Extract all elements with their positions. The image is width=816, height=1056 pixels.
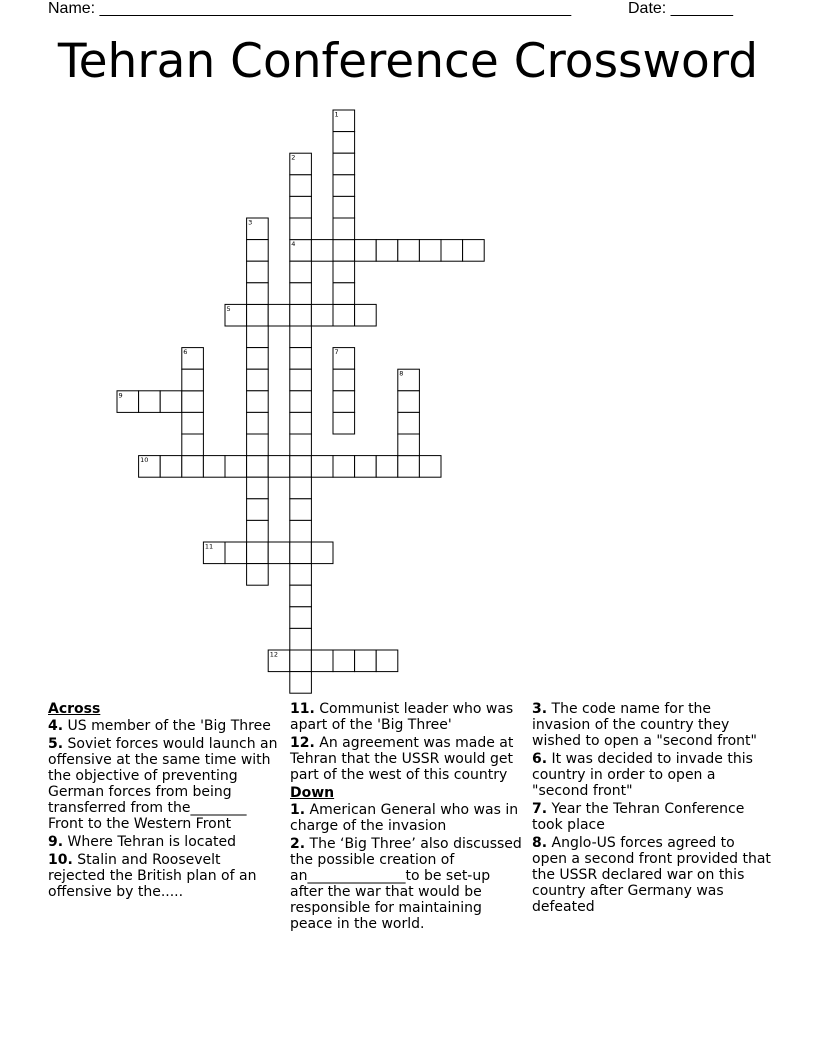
- grid-cell: [290, 499, 312, 521]
- clue-number: 12.: [290, 735, 315, 751]
- clue-down-2: [290, 836, 526, 932]
- clues-column-1: [48, 701, 280, 902]
- grid-cell: [247, 412, 269, 434]
- grid-cell: [290, 283, 312, 305]
- grid-cell: [225, 542, 247, 564]
- clue-across-5: [48, 736, 280, 832]
- clue-number: 8.: [532, 835, 548, 851]
- grid-cell: [333, 153, 355, 175]
- clue-number: 6.: [532, 751, 548, 767]
- grid-cell: [333, 261, 355, 283]
- grid-cell: [290, 434, 312, 456]
- clue-number: 2.: [290, 836, 306, 852]
- grid-number-1: 1: [334, 110, 339, 119]
- grid-cell: [290, 261, 312, 283]
- grid-cell: [376, 650, 398, 672]
- clue-text: Soviet forces would launch an offensive at the same time with the objective of preventing German forces from being transferred from the________ Front to the Western Front: [48, 736, 278, 832]
- grid-cell: [398, 240, 420, 262]
- grid-cell: [139, 391, 161, 413]
- grid-cell: [355, 240, 377, 262]
- clue-across-10: [48, 852, 280, 900]
- grid-cell: [225, 456, 247, 478]
- grid-cell: [182, 391, 204, 413]
- grid-cell: [355, 304, 377, 326]
- grid-cell: [290, 650, 312, 672]
- page-title: Tehran Conference Crossword: [57, 34, 759, 89]
- grid-cell: [376, 240, 398, 262]
- grid-cell: [182, 434, 204, 456]
- grid-cell: [247, 477, 269, 499]
- clue-number: 9.: [48, 834, 64, 850]
- grid-cell: [290, 412, 312, 434]
- grid-cell: [355, 456, 377, 478]
- grid-cell: [355, 650, 377, 672]
- clue-down-1: [290, 802, 526, 834]
- grid-cell: [290, 304, 312, 326]
- grid-cell: [247, 456, 269, 478]
- date-field-label: Date: _______: [628, 0, 733, 17]
- clue-across-11: [290, 701, 526, 733]
- grid-cell: [311, 240, 333, 262]
- grid-cell: [247, 304, 269, 326]
- grid-cell: [419, 456, 441, 478]
- grid-cell: [182, 412, 204, 434]
- grid-cell: [333, 132, 355, 154]
- grid-cell: [333, 650, 355, 672]
- clue-number: 3.: [532, 701, 548, 717]
- grid-cell: [398, 456, 420, 478]
- grid-cell: [333, 456, 355, 478]
- grid-number-11: 11: [204, 542, 214, 551]
- grid-cell: [160, 391, 182, 413]
- grid-cell: [290, 520, 312, 542]
- down-heading: Down: [290, 785, 335, 801]
- clue-down-7: [532, 801, 772, 833]
- grid-cell: [290, 391, 312, 413]
- grid-cell: [247, 391, 269, 413]
- grid-cell: [398, 434, 420, 456]
- grid-cell: [247, 326, 269, 348]
- grid-cell: [398, 391, 420, 413]
- grid-cell: [333, 283, 355, 305]
- grid-cell: [290, 607, 312, 629]
- grid-cell: [290, 196, 312, 218]
- grid-cell: [311, 456, 333, 478]
- clue-text: It was decided to invade this country in order to open a "second front": [532, 751, 753, 799]
- grid-number-3: 3: [248, 218, 253, 227]
- grid-cell: [333, 240, 355, 262]
- clue-down-6: [532, 751, 772, 799]
- grid-cell: [247, 261, 269, 283]
- clue-text: Communist leader who was apart of the 'Big Three': [290, 701, 514, 733]
- grid-cell: [311, 650, 333, 672]
- grid-number-4: 4: [291, 240, 296, 249]
- grid-number-2: 2: [291, 153, 296, 162]
- grid-cell: [333, 304, 355, 326]
- clue-text: An agreement was made at Tehran that the USSR would get part of the west of this country: [290, 735, 514, 783]
- grid-number-10: 10: [140, 456, 149, 465]
- clue-text: US member of the 'Big Three: [67, 718, 271, 734]
- grid-cell: [160, 456, 182, 478]
- clue-number: 5.: [48, 736, 64, 752]
- clue-text: Where Tehran is located: [67, 834, 237, 850]
- grid-cell: [290, 585, 312, 607]
- grid-cell: [290, 477, 312, 499]
- clue-number: 4.: [48, 718, 64, 734]
- clue-text: The ‘Big Three’ also discussed the possible creation of an______________to be set-up after the war that would be responsible for maintaining peace in the world.: [290, 836, 522, 932]
- grid-cell: [398, 412, 420, 434]
- grid-cell: [311, 542, 333, 564]
- grid-cell: [247, 520, 269, 542]
- grid-cell: [247, 240, 269, 262]
- grid-number-5: 5: [226, 304, 231, 313]
- grid-cell: [247, 283, 269, 305]
- grid-cell: [247, 348, 269, 370]
- grid-cell: [290, 369, 312, 391]
- clues-column-2: [290, 701, 526, 934]
- grid-cell: [290, 456, 312, 478]
- clue-across-12: [290, 735, 526, 783]
- clue-text: The code name for the invasion of the country they wished to open a "second front": [532, 701, 757, 749]
- grid-cell: [290, 564, 312, 586]
- grid-cell: [268, 542, 290, 564]
- grid-cell: [182, 456, 204, 478]
- grid-cell: [463, 240, 485, 262]
- grid-cell: [290, 218, 312, 240]
- clue-down-8: [532, 835, 772, 915]
- clue-text: Anglo-US forces agreed to open a second front provided that the USSR declared war on this country after Germany was defeated: [532, 835, 771, 915]
- clue-text: Year the Tehran Conference took place: [532, 801, 745, 833]
- grid-cell: [333, 196, 355, 218]
- grid-cell: [268, 456, 290, 478]
- grid-cell: [333, 218, 355, 240]
- clues-column-3: [532, 701, 772, 917]
- grid-cell: [441, 240, 463, 262]
- grid-cell: [290, 542, 312, 564]
- grid-cell: [247, 542, 269, 564]
- grid-number-7: 7: [334, 348, 339, 357]
- grid-number-9: 9: [118, 391, 123, 400]
- grid-cell: [333, 175, 355, 197]
- clue-across-4: [48, 718, 280, 734]
- grid-number-6: 6: [183, 348, 188, 357]
- grid-number-8: 8: [399, 369, 404, 378]
- grid-cell: [333, 391, 355, 413]
- clue-text: Stalin and Roosevelt rejected the British plan of an offensive by the.....: [48, 852, 257, 900]
- grid-number-12: 12: [269, 650, 278, 659]
- clue-text: American General who was in charge of the invasion: [290, 802, 519, 834]
- grid-cell: [203, 456, 225, 478]
- grid-cell: [290, 326, 312, 348]
- grid-cell: [247, 564, 269, 586]
- grid-cell: [247, 434, 269, 456]
- clue-number: 7.: [532, 801, 548, 817]
- grid-cell: [290, 628, 312, 650]
- grid-cell: [333, 412, 355, 434]
- grid-cell: [290, 348, 312, 370]
- grid-cell: [419, 240, 441, 262]
- clue-down-3: [532, 701, 772, 749]
- clue-number: 10.: [48, 852, 73, 868]
- across-heading: Across: [48, 701, 101, 717]
- grid-cell: [311, 304, 333, 326]
- clue-number: 11.: [290, 701, 315, 717]
- name-field-label: Name: _____________________________________________________: [48, 0, 572, 17]
- grid-cell: [268, 304, 290, 326]
- clue-number: 1.: [290, 802, 306, 818]
- grid-cell: [290, 175, 312, 197]
- grid-cell: [376, 456, 398, 478]
- grid-cell: [333, 369, 355, 391]
- grid-cell: [247, 369, 269, 391]
- grid-cell: [182, 369, 204, 391]
- grid-cell: [247, 499, 269, 521]
- grid-cell: [290, 672, 312, 694]
- clue-across-9: [48, 834, 280, 850]
